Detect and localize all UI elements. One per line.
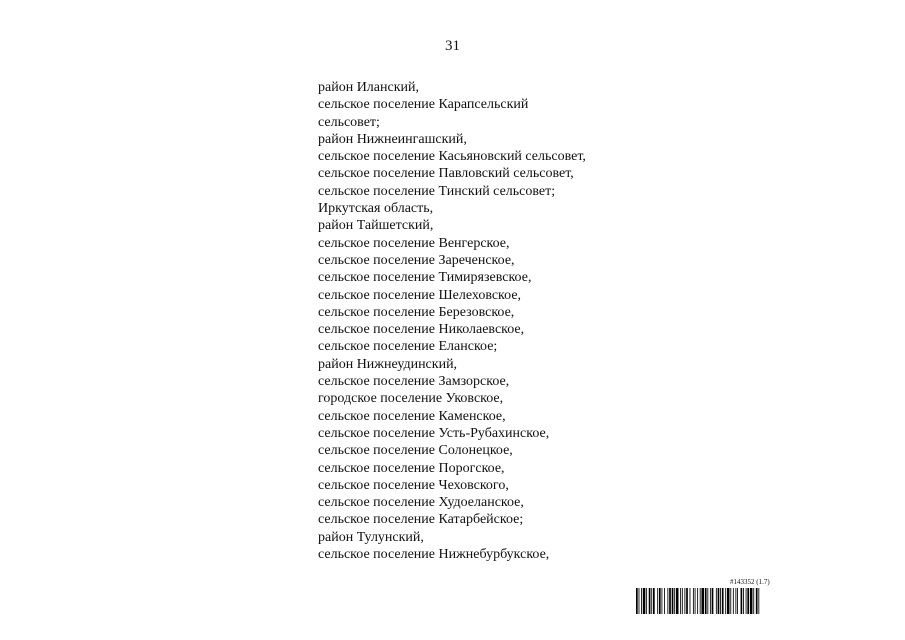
barcode-bar [649,588,651,614]
barcode-bar [733,588,734,614]
barcode-caption: #143352 (1.7) [730,578,770,586]
barcode-bar [750,588,753,614]
barcode-bar [695,588,696,614]
barcode-bar [664,588,665,614]
barcode-bar [676,588,679,614]
barcode-image [636,588,856,614]
text-line: сельское поселение Еланское; [318,339,498,355]
text-line: сельское поселение Порогское, [318,460,505,476]
barcode-bar [720,588,721,614]
text-line: городское поселение Уковское, [318,391,504,407]
text-line: район Тайшетский, [318,218,434,234]
barcode-bar [686,588,688,614]
document-body [318,79,586,563]
barcode-bar [716,588,717,614]
barcode-bar [705,588,707,614]
barcode-bar [741,588,743,614]
text-line: сельское поселение Венгерское, [318,235,510,251]
barcode-bar [643,588,646,614]
barcode-bar [758,588,759,614]
text-line: район Нижнеингашский, [318,131,467,147]
barcode-bar [639,588,640,614]
barcode-bar [735,588,736,614]
text-line: сельское поселение Тинский сельсовет; [318,183,556,199]
barcode-bar [693,588,694,614]
text-line: сельское поселение Карапсельский [318,97,529,113]
text-line: сельсовет; [318,114,380,130]
barcode-bar [727,588,730,614]
barcode-bar [690,588,691,614]
text-line: сельское поселение Худоеланское, [318,495,524,511]
barcode-bar [718,588,720,614]
barcode-bar [662,588,663,614]
barcode-bar [651,588,652,614]
text-line: район Нижнеудинский, [318,356,458,372]
barcode-bar [743,588,744,614]
text-line: сельское поселение Усть-Рубахинское, [318,425,550,441]
text-line: сельское поселение Нижнебурбукское, [318,547,550,563]
barcode-bar [707,588,708,614]
barcode-bar [684,588,685,614]
page-number: 31 [445,38,460,54]
barcode-bar [710,588,711,614]
text-line: сельское поселение Каменское, [318,408,506,424]
barcode-bar [646,588,647,614]
text-line: сельское поселение Зареченское, [318,252,515,268]
text-line: сельское поселение Шелеховское, [318,287,522,303]
barcode-bar [712,588,714,614]
text-line: Иркутская область, [318,201,434,217]
barcode-bar [682,588,683,614]
barcode-bar [653,588,655,614]
text-line: сельское поселение Катарбейское; [318,512,524,528]
barcode-bar [747,588,749,614]
barcode-bar [641,588,642,614]
barcode-bar [746,588,747,614]
text-line: сельское поселение Касьяновский сельсовет, [318,149,586,165]
text-line: район Иланский, [318,80,420,95]
barcode-bar [672,588,674,614]
text-line: сельское поселение Березовское, [318,304,515,320]
barcode-bar [700,588,701,614]
barcode-bar [669,588,671,614]
barcode-bar [756,588,758,614]
barcode-bar [667,588,668,614]
text-line: сельское поселение Солонецкое, [318,443,513,459]
text-line: сельское поселение Замзорское, [318,374,510,390]
barcode-bar [725,588,726,614]
text-line: район Тулунский, [318,529,424,545]
barcode-bar [674,588,675,614]
barcode-bar [701,588,704,614]
barcode-block [636,578,860,618]
text-line: сельское поселение Тимирязевское, [318,270,532,286]
barcode-bar [730,588,731,614]
text-line: сельское поселение Николаевское, [318,322,525,338]
barcode-bar [657,588,658,614]
barcode-bar [680,588,681,614]
text-line: сельское поселение Чеховского, [318,477,509,493]
barcode-bar [697,588,698,614]
barcode-bar [737,588,738,614]
barcode-bar [659,588,661,614]
text-line: сельское поселение Павловский сельсовет, [318,166,574,182]
barcode-bar [722,588,724,614]
barcode-bar [636,588,638,614]
barcode-bar [753,588,754,614]
